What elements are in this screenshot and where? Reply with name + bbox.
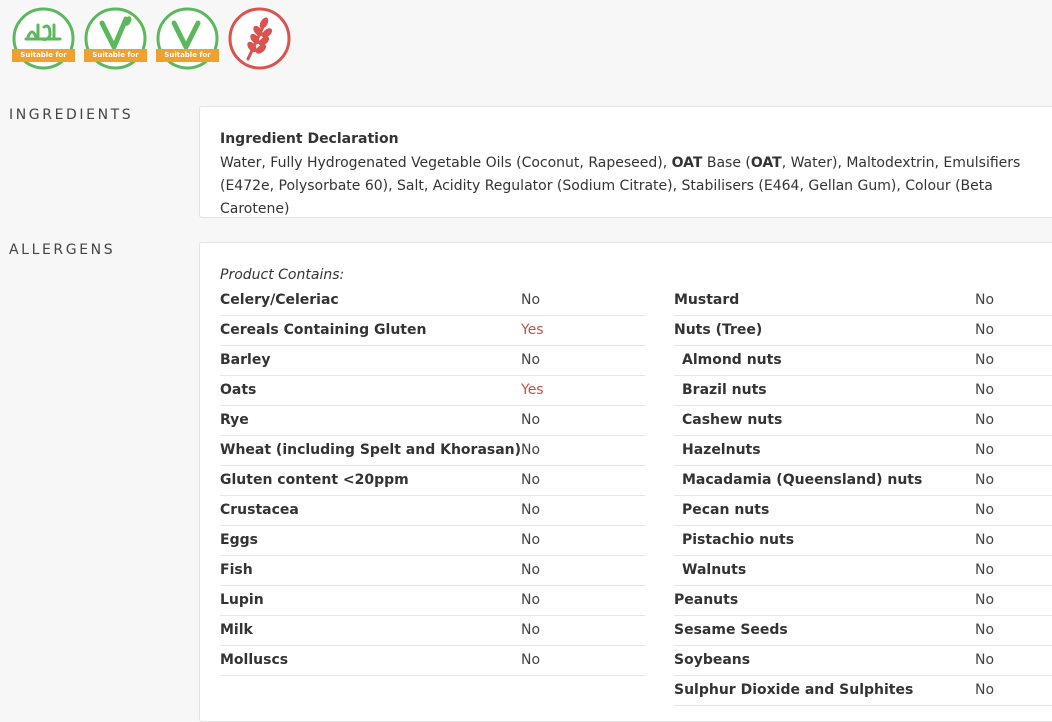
allergen-value: No — [975, 472, 995, 488]
table-row — [220, 436, 645, 466]
allergen-name: Barley — [220, 352, 271, 368]
ingredients-panel — [199, 106, 1052, 218]
gluten-badge — [228, 7, 291, 70]
allergen-value: Yes — [521, 382, 544, 398]
table-row — [674, 646, 1052, 676]
table-row — [220, 346, 645, 376]
allergen-value: No — [975, 532, 995, 548]
allergen-value: No — [975, 412, 995, 428]
allergen-name: Macadamia (Queensland) nuts — [682, 472, 923, 488]
product-contains-label: Product Contains: — [220, 267, 345, 283]
allergen-value: No — [975, 682, 995, 698]
allergen-name: Nuts (Tree) — [674, 322, 763, 338]
table-row — [674, 286, 1052, 316]
allergen-name: Gluten content <20ppm — [220, 472, 409, 488]
allergen-name: Almond nuts — [682, 352, 782, 368]
allergen-name: Lupin — [220, 592, 264, 608]
allergen-value: No — [521, 352, 541, 368]
allergen-name: Pecan nuts — [682, 502, 770, 518]
allergen-name: Pistachio nuts — [682, 532, 795, 548]
allergen-name: Rye — [220, 412, 249, 428]
table-row — [674, 556, 1052, 586]
table-row — [674, 346, 1052, 376]
ingredient-text-part: Base ( — [702, 155, 751, 171]
table-row — [220, 316, 645, 346]
allergen-name: Wheat (including Spelt and Khorasan) — [220, 442, 522, 458]
allergen-name: Peanuts — [674, 592, 739, 608]
ingredient-text-bold: OAT — [750, 155, 782, 171]
allergen-name: Crustacea — [220, 502, 299, 518]
allergen-value: No — [975, 442, 995, 458]
table-row — [220, 646, 645, 676]
allergen-value: No — [521, 562, 541, 578]
allergens-left-column — [220, 286, 645, 676]
allergens-panel — [199, 242, 1052, 722]
ingredient-declaration-title: Ingredient Declaration — [220, 131, 399, 147]
table-row — [220, 286, 645, 316]
allergen-name: Oats — [220, 382, 257, 398]
allergen-name: Eggs — [220, 532, 258, 548]
allergen-value: Yes — [521, 322, 544, 338]
table-row — [220, 466, 645, 496]
vegan-badge — [156, 7, 219, 70]
allergen-name: Sesame Seeds — [674, 622, 788, 638]
table-row — [674, 496, 1052, 526]
halal-badge — [12, 7, 75, 70]
allergen-value: No — [521, 292, 541, 308]
allergens-right-column — [674, 286, 1052, 706]
allergen-name: Milk — [220, 622, 253, 638]
ingredient-declaration-text — [220, 152, 1050, 221]
allergen-value: No — [975, 322, 995, 338]
allergen-value: No — [975, 292, 995, 308]
allergen-name: Cereals Containing Gluten — [220, 322, 427, 338]
ingredient-text-part: Water, Fully Hydrogenated Vegetable Oils (Coconut, Rapeseed), — [220, 155, 672, 171]
table-row — [674, 466, 1052, 496]
allergen-value: No — [975, 352, 995, 368]
table-row — [674, 586, 1052, 616]
allergen-name: Molluscs — [220, 652, 289, 668]
allergen-value: No — [521, 622, 541, 638]
table-row — [674, 526, 1052, 556]
vegetarian-badge — [84, 7, 147, 70]
table-row — [674, 376, 1052, 406]
table-row — [674, 676, 1052, 706]
allergen-name: Mustard — [674, 292, 740, 308]
allergen-name: Cashew nuts — [682, 412, 783, 428]
table-row — [674, 406, 1052, 436]
allergen-value: No — [975, 592, 995, 608]
allergen-name: Sulphur Dioxide and Sulphites — [674, 682, 914, 698]
allergen-value: No — [521, 532, 541, 548]
allergen-value: No — [521, 472, 541, 488]
allergen-name: Celery/Celeriac — [220, 292, 339, 308]
table-row — [220, 376, 645, 406]
table-row — [674, 616, 1052, 646]
gluten-icon — [228, 7, 291, 70]
suitable-for-label: Suitable for — [12, 49, 75, 62]
allergen-value: No — [521, 502, 541, 518]
table-row — [220, 586, 645, 616]
allergens-section-label: ALLERGENS — [9, 242, 116, 258]
allergen-name: Hazelnuts — [682, 442, 761, 458]
ingredients-section-label: INGREDIENTS — [9, 107, 134, 123]
table-row — [220, 406, 645, 436]
dietary-badges — [12, 7, 291, 71]
allergen-value: No — [521, 592, 541, 608]
suitable-for-label: Suitable for — [156, 49, 219, 62]
suitable-for-label: Suitable for — [84, 49, 147, 62]
table-row — [674, 436, 1052, 466]
allergen-value: No — [521, 652, 541, 668]
allergen-value: No — [521, 442, 541, 458]
table-row — [220, 616, 645, 646]
allergen-name: Brazil nuts — [682, 382, 767, 398]
allergen-name: Soybeans — [674, 652, 751, 668]
allergen-value: No — [975, 382, 995, 398]
table-row — [220, 556, 645, 586]
table-row — [220, 526, 645, 556]
ingredient-text-part: , Water), Maltodextrin, Emulsifiers (E472e, Polysorbate 60), Salt, Acidity Regulator (Sodium Citrate), Stabilisers (E464, Gellan Gum), Colour (Beta Carotene) — [220, 155, 1021, 217]
allergen-value: No — [521, 412, 541, 428]
allergen-name: Walnuts — [682, 562, 747, 578]
allergen-value: No — [975, 622, 995, 638]
table-row — [674, 316, 1052, 346]
ingredient-text-bold: OAT — [671, 155, 703, 171]
allergen-value: No — [975, 502, 995, 518]
allergen-value: No — [975, 562, 995, 578]
table-row — [220, 496, 645, 526]
allergen-value: No — [975, 652, 995, 668]
allergen-name: Fish — [220, 562, 253, 578]
